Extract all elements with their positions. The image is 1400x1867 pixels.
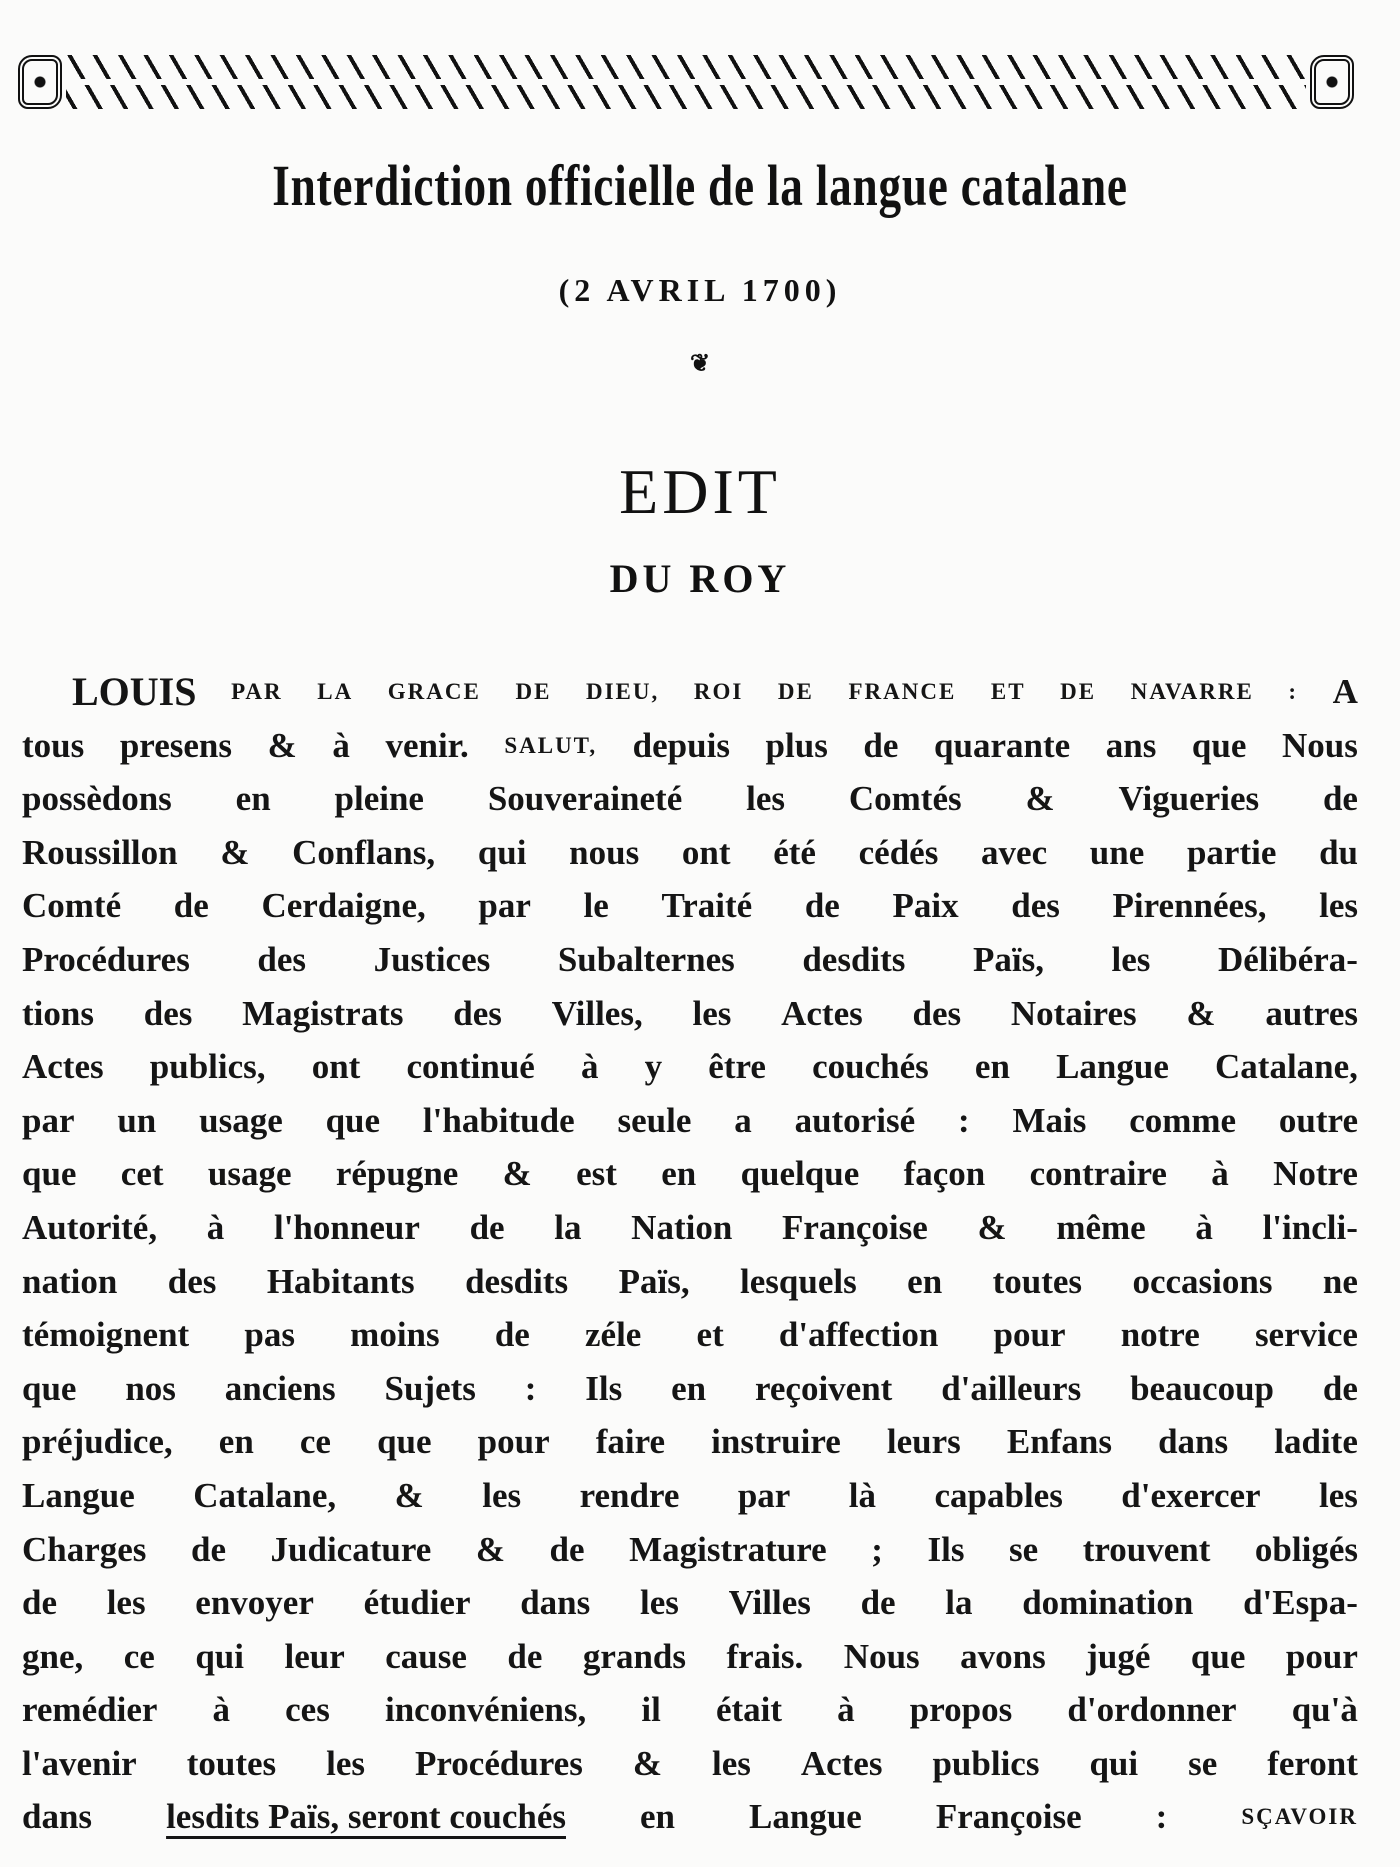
word: avons [960,1636,1046,1676]
word: leur [284,1636,345,1676]
word: & [977,1207,1007,1247]
word: envoyer [195,1583,314,1623]
word: inconvéniens, [384,1690,587,1730]
word: continué [406,1047,535,1087]
word: jugé [1086,1636,1151,1676]
document-title: Interdiction officielle de la langue catalane [272,153,1128,218]
text-line [22,1040,1358,1094]
text-line [22,826,1358,880]
word: ces [285,1690,330,1730]
word: la [554,1207,582,1247]
text-line [22,987,1358,1041]
word: un [117,1100,157,1140]
word: Cerdaigne, [261,886,426,926]
word: Traité [661,886,753,926]
word: se [1188,1743,1218,1783]
word: & [475,1529,505,1569]
word: en [218,1422,254,1462]
word: ans [1105,725,1157,765]
text-line [22,1737,1358,1791]
word: frais. [726,1636,804,1676]
word: même [1056,1207,1146,1247]
word: que [1191,725,1247,765]
word: domination [1022,1583,1194,1623]
word: là [848,1475,877,1515]
word: que [325,1100,381,1140]
word: l'incli- [1262,1207,1358,1247]
word: presens [119,725,232,765]
word: d'affection [778,1315,939,1355]
word: qui [477,832,527,872]
word: à [1211,1154,1229,1194]
word: la [945,1583,973,1623]
word: étudier [363,1583,471,1623]
word: Catalane, [193,1475,337,1515]
word: Justices [373,939,491,979]
word: DE [515,679,552,704]
word: de [549,1529,585,1569]
text-line [22,1415,1358,1469]
word: qui [1089,1743,1139,1783]
word: Actes [800,1743,883,1783]
word: grands [582,1636,686,1676]
word: outre [1278,1100,1358,1140]
text-line [22,1576,1358,1630]
word: : [524,1368,537,1408]
word: d'Espa- [1243,1583,1358,1623]
word: trouvent [1082,1529,1211,1569]
word: faire [595,1422,666,1462]
word: et [696,1315,724,1355]
text-line [22,1790,1358,1844]
word: les [1111,939,1151,979]
word: les [1319,1475,1358,1515]
word: couchés [812,1047,929,1087]
word: à [837,1690,855,1730]
word: beaucoup [1130,1368,1275,1408]
word: Comté [22,886,122,926]
word: pleine [334,779,424,819]
word: Notaires [1010,993,1137,1033]
word: de [494,1315,530,1355]
word: Roussillon [22,832,178,872]
word: été [773,832,816,872]
word: les [746,779,785,819]
word: capables [934,1475,1063,1515]
word: d'ailleurs [941,1368,1082,1408]
word: anciens [224,1368,336,1408]
word: publics [932,1743,1040,1783]
word: DE [777,679,814,704]
word: Procédures [415,1743,583,1783]
word: remédier [22,1690,158,1730]
word: nation [22,1261,118,1301]
word: a [734,1100,752,1140]
word: Notre [1273,1154,1358,1194]
word: être [708,1047,766,1087]
word: dans [1158,1422,1229,1462]
text-line [22,1147,1358,1201]
word: les [692,993,732,1033]
word: Villes, [551,993,643,1033]
text-line [22,1255,1358,1309]
word: cause [385,1636,467,1676]
text-line [22,1308,1358,1362]
word: ont [311,1047,361,1087]
word: occasions [1132,1261,1273,1301]
word: en [235,779,271,819]
word: des [143,993,193,1033]
word: quarante [934,725,1071,765]
word: répugne [335,1154,459,1194]
word: & [1025,779,1055,819]
word: Délibéra- [1218,939,1358,979]
word: nos [125,1368,176,1408]
word: que [22,1368,77,1408]
word: à [212,1690,231,1730]
word: de [507,1636,543,1676]
word: & [502,1154,532,1194]
text-line [22,1469,1358,1523]
word: Habitants [266,1261,415,1301]
word: des [912,993,962,1033]
text-line [22,1094,1358,1148]
word: NAVARRE [1130,679,1254,704]
word: LA [317,679,354,704]
word: Conflans, [292,832,436,872]
word: instruire [711,1422,841,1462]
word: Ils [927,1529,965,1569]
word: contraire [1029,1154,1167,1194]
word: GRACE [387,679,481,704]
word: à [1195,1207,1213,1247]
word: de [860,1583,896,1623]
word: cédés [858,832,939,872]
edict-heading: EDIT [619,456,781,527]
word: par [737,1475,791,1515]
word: ce [123,1636,155,1676]
word: les [106,1583,146,1623]
word: d'ordonner [1067,1690,1237,1730]
word: que [22,1154,77,1194]
word: propos [909,1690,1013,1730]
word: comme [1129,1100,1237,1140]
word: Autorité, [22,1207,158,1247]
word: les [482,1475,522,1515]
word: notre [1120,1315,1200,1355]
word: en [974,1047,1010,1087]
word: lesquels [740,1261,857,1301]
word: en [640,1797,675,1837]
word: service [1254,1315,1358,1355]
word: l'habitude [422,1100,575,1140]
word: Nous [843,1636,920,1676]
word: ET [990,679,1026,704]
word: pas [244,1315,295,1355]
word: Villes [728,1583,811,1623]
word: : [957,1100,970,1140]
word: l'honneur [273,1207,420,1247]
word: par [22,1100,75,1140]
word: usage [199,1100,283,1140]
word: seule [617,1100,692,1140]
word: & [267,725,297,765]
edict-subheading: DU ROY [609,556,791,601]
word: reçoivent [754,1368,893,1408]
word: à [332,725,350,765]
word: leurs [886,1422,961,1462]
word: Procédures [22,939,190,979]
word: Sujets [384,1368,476,1408]
text-line [22,1362,1358,1416]
text-line [22,719,1358,773]
word: le [583,886,609,926]
word: des [167,1261,217,1301]
word: était [715,1690,783,1730]
word: Paix [892,886,959,926]
word: en [661,1154,697,1194]
word: en [671,1368,707,1408]
border-corner-ornament-icon [1310,55,1354,109]
word: desdits [465,1261,569,1301]
word: tions [22,993,94,1033]
word: préjudice, [22,1422,173,1462]
word: en [907,1261,943,1301]
word: feront [1267,1743,1358,1783]
text-line [22,1201,1358,1255]
word: de [173,886,209,926]
chain-pattern [66,55,1306,109]
word: Païs, [973,939,1044,979]
word: ; [871,1529,883,1569]
word: autres [1265,993,1358,1033]
edict-body-text [22,665,1358,1844]
word: DE [1060,679,1097,704]
word: Magistrature [629,1529,827,1569]
word: Vigueries [1118,779,1260,819]
decorative-chain-border [18,55,1354,109]
word: desdits [802,939,906,979]
word: & [394,1475,424,1515]
word: FRANCE [848,679,957,704]
word: ladite [1274,1422,1358,1462]
word: les [711,1743,751,1783]
word: tous [22,725,85,765]
word: avec [981,832,1048,872]
word: : [1288,679,1299,704]
word: moins [350,1315,440,1355]
word: partie [1186,832,1277,872]
word: les [326,1743,366,1783]
word: PAR [231,679,283,704]
word: Catalane, [1215,1047,1358,1087]
word: Pirennées, [1112,886,1267,926]
text-line [22,665,1358,719]
word: toutes [186,1743,277,1783]
word: rendre [579,1475,680,1515]
fleuron-icon: ❦ [689,348,711,377]
word: les [639,1583,679,1623]
word: qui [195,1636,244,1676]
word: ROI [693,679,744,704]
word: A [1332,672,1358,711]
word: dans [22,1797,93,1837]
word: Langue [749,1797,862,1837]
text-line [22,879,1358,933]
word: : [1155,1797,1168,1837]
word: cet [120,1154,164,1194]
word: Nation [631,1207,733,1247]
word: nous [569,832,640,872]
word: de [804,886,840,926]
word: Subalternes [557,939,735,979]
word: Mais [1012,1100,1087,1140]
text-line [22,1523,1358,1577]
word: des [1011,886,1060,926]
word: toutes [992,1261,1083,1301]
word: LOUIS [72,669,197,714]
word: DIEU, [586,679,660,704]
word: que [377,1422,432,1462]
word: pour [477,1422,550,1462]
word: quelque [740,1154,860,1194]
word: l'avenir [22,1743,137,1783]
word: à [580,1047,599,1087]
word: Ils [585,1368,623,1408]
word: Charges [22,1529,147,1569]
word: ont [681,832,731,872]
word: pour [1285,1636,1358,1676]
word: de [469,1207,505,1247]
word: de [190,1529,226,1569]
text-line [22,933,1358,987]
word: témoignent [22,1315,190,1355]
word: Actes [781,993,863,1033]
word: il [641,1690,661,1730]
word: Langue [22,1475,135,1515]
word: qu'à [1291,1690,1358,1730]
word: gne, [22,1636,84,1676]
word: Comtés [848,779,962,819]
word: à [206,1207,225,1247]
word: pour [993,1315,1066,1355]
word: & [632,1743,662,1783]
border-corner-ornament-icon [18,55,62,109]
word: obligés [1254,1529,1358,1569]
word: de [1322,1368,1358,1408]
word: possèdons [22,779,172,819]
word: du [1319,832,1358,872]
word: zéle [585,1315,642,1355]
word: Françoise [781,1207,928,1247]
word: SALUT, [504,732,598,758]
word: publics, [149,1047,266,1087]
word: ce [299,1422,331,1462]
word: de [1322,779,1358,819]
text-line [22,772,1358,826]
word: & [220,832,250,872]
word: Enfans [1006,1422,1112,1462]
word: les [1319,886,1358,926]
word: SÇAVOIR [1241,1804,1358,1830]
word: est [576,1154,617,1194]
word: dans [520,1583,591,1623]
word: Nous [1281,725,1358,765]
word: de [22,1583,57,1623]
word: y [644,1047,663,1087]
word: Païs, [618,1261,690,1301]
word: Souveraineté [487,779,683,819]
underlined-phrase: lesdits Païs, seront couchés [166,1797,566,1837]
word: une [1089,832,1145,872]
text-line [22,1683,1358,1737]
word: que [1190,1636,1246,1676]
word: autorisé [794,1100,916,1140]
word: façon [903,1154,986,1194]
word: Actes [22,1047,104,1087]
word: Françoise [935,1797,1082,1837]
word: Langue [1056,1047,1169,1087]
word: ne [1322,1261,1358,1301]
word: de [863,725,899,765]
word: d'exercer [1121,1475,1261,1515]
word: se [1008,1529,1039,1569]
word: Magistrats [242,993,404,1033]
word: par [478,886,531,926]
word: Judicature [270,1529,432,1569]
word: plus [765,725,828,765]
text-line [22,1630,1358,1684]
word: des [257,939,307,979]
word: depuis [632,725,730,765]
word: des [453,993,502,1033]
word: venir. [385,725,469,765]
word: & [1186,993,1216,1033]
word: usage [207,1154,292,1194]
document-date: (2 AVRIL 1700) [558,272,842,308]
